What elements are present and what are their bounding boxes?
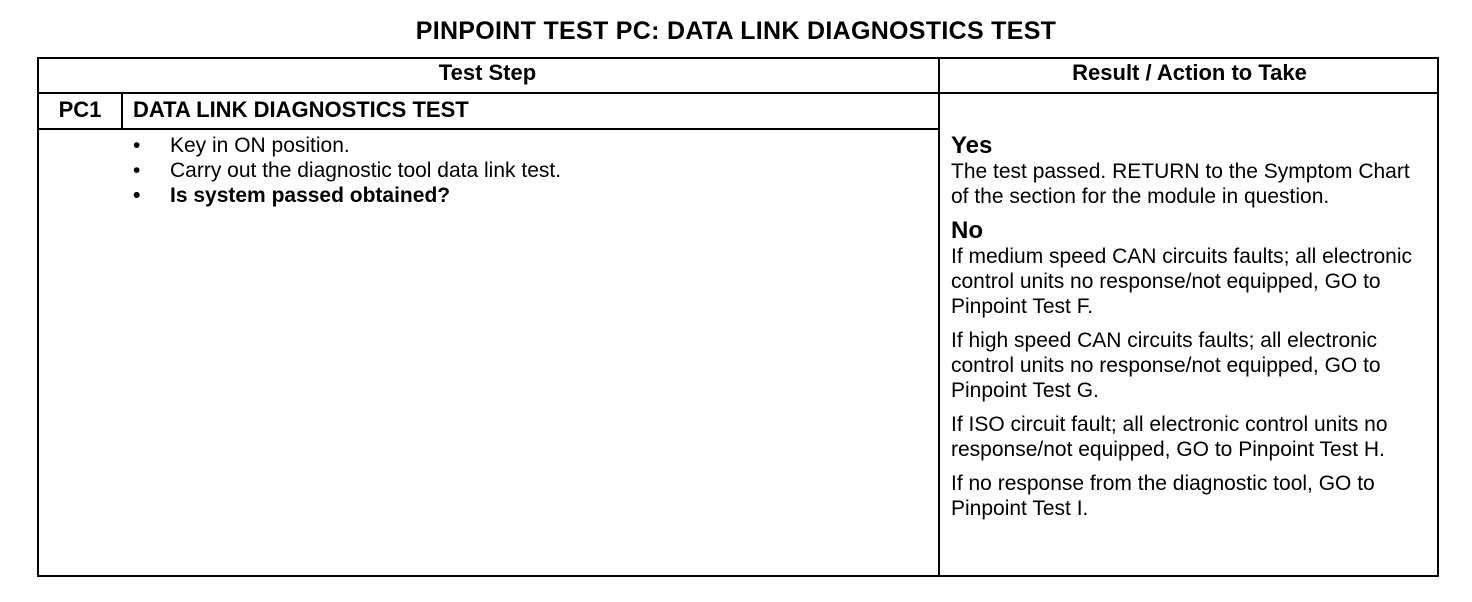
list-item <box>133 133 561 158</box>
header-result-action: Result / Action to Take <box>1072 60 1307 85</box>
step-title: DATA LINK DIAGNOSTICS TEST <box>133 97 469 122</box>
instruction-text: Key in ON position. <box>170 134 350 157</box>
yes-text: The test passed. RETURN to the Symptom Chart of the section for the module in question. <box>951 160 1410 208</box>
page-title: PINPOINT TEST PC: DATA LINK DIAGNOSTICS TEST <box>415 17 1057 45</box>
list-item <box>133 158 561 183</box>
step-instructions <box>133 133 561 208</box>
bullet-icon: • <box>133 159 141 182</box>
header-divider <box>37 92 1439 94</box>
list-item <box>133 183 561 208</box>
header-test-step: Test Step <box>438 60 537 85</box>
instruction-text: Carry out the diagnostic tool data link test. <box>170 159 562 182</box>
bullet-icon: • <box>133 184 141 207</box>
no-label: No <box>951 217 983 244</box>
no-item: If medium speed CAN circuits faults; all electronic control units no response/not equipped, GO to Pinpoint Test F. <box>951 245 1413 318</box>
no-item: If ISO circuit fault; all electronic control units no response/not equipped, GO to Pinpoint Test H. <box>951 413 1388 461</box>
question-text: Is system passed obtained? <box>170 184 451 207</box>
step-id: PC1 <box>58 97 102 122</box>
yes-label: Yes <box>951 132 993 159</box>
step-id-divider <box>121 92 123 129</box>
column-divider <box>938 57 940 577</box>
result-action-cell <box>951 133 1421 521</box>
step-title-divider <box>37 128 939 130</box>
no-item: If high speed CAN circuits faults; all electronic control units no response/not equipped, GO to Pinpoint Test G. <box>951 329 1381 402</box>
no-item: If no response from the diagnostic tool, GO to Pinpoint Test I. <box>951 472 1375 520</box>
bullet-icon: • <box>133 134 141 157</box>
